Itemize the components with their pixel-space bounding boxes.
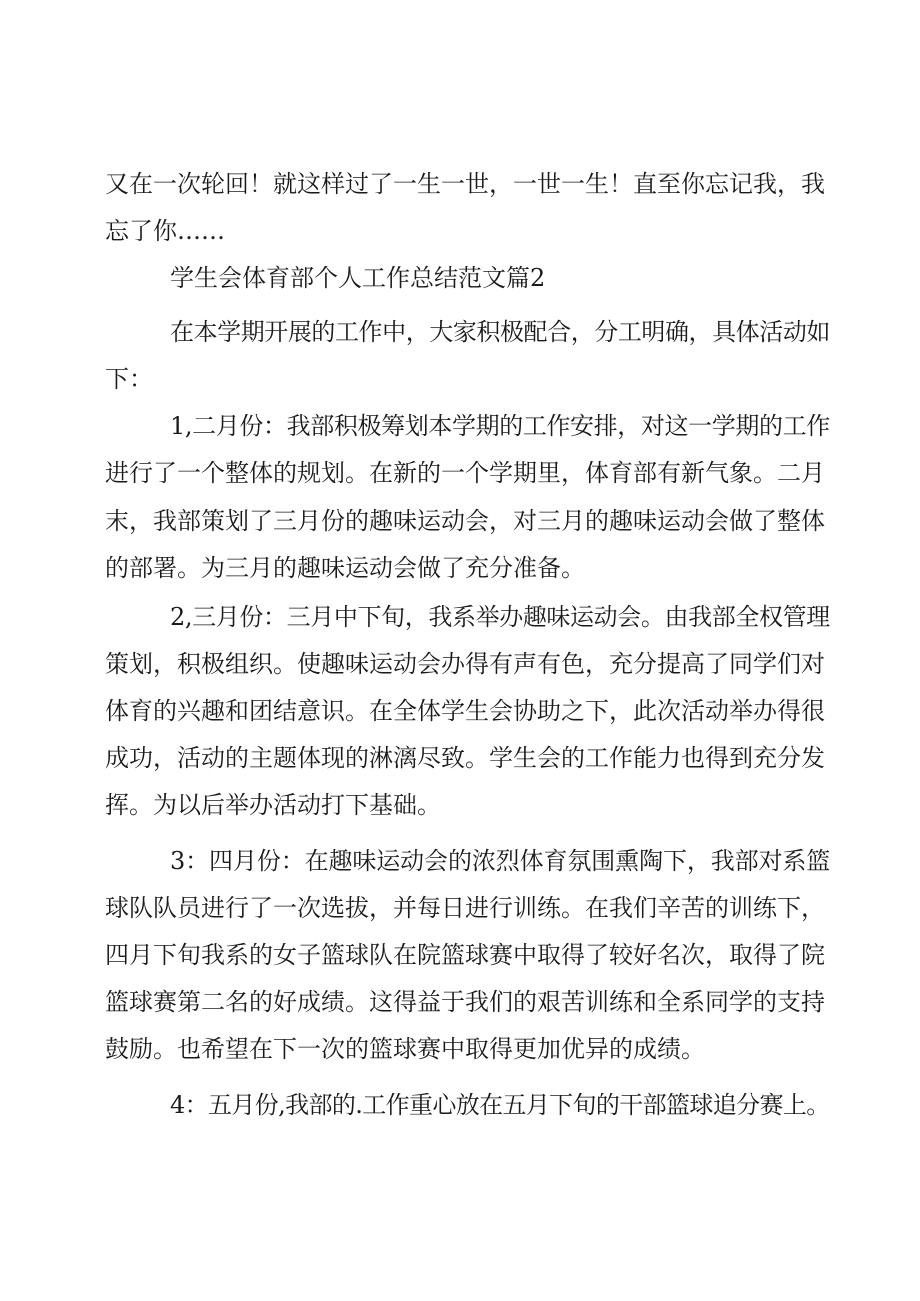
paragraph-line-11: 策划，积极组织。使趣味运动会办得有声有色，充分提高了同学们对 bbox=[105, 650, 825, 678]
paragraph-line-18: 篮球赛第二名的好成绩。这得益于我们的艰苦训练和全系同学的支持 bbox=[105, 988, 825, 1016]
paragraph-line-16: 球队队员进行了一次选拔，并每日进行训练。在我们辛苦的训练下， bbox=[105, 894, 825, 922]
paragraph-line-20: 4：五月份,我部的.工作重心放在五月下旬的干部篮球追分赛上。 bbox=[170, 1091, 830, 1119]
paragraph-line-4: 在本学期开展的工作中，大家积极配合，分工明确，具体活动如 bbox=[170, 318, 830, 346]
paragraph-line-9: 的部署。为三月的趣味运动会做了充分准备。 bbox=[105, 554, 585, 582]
paragraph-line-2: 忘了你…… bbox=[105, 217, 225, 245]
paragraph-line-19: 鼓励。也希望在下一次的篮球赛中取得更加优异的成绩。 bbox=[105, 1035, 705, 1063]
paragraph-line-13: 成功，活动的主题体现的淋漓尽致。学生会的工作能力也得到充分发 bbox=[105, 744, 825, 772]
paragraph-line-17: 四月下旬我系的女子篮球队在院篮球赛中取得了较好名次，取得了院 bbox=[105, 941, 825, 969]
paragraph-line-1: 又在一次轮回！就这样过了一生一世，一世一生！直至你忘记我，我 bbox=[105, 170, 825, 198]
paragraph-line-5: 下： bbox=[105, 365, 153, 393]
paragraph-line-12: 体育的兴趣和团结意识。在全体学生会协助之下，此次活动举办得很 bbox=[105, 697, 825, 725]
section-heading: 学生会体育部个人工作总结范文篇2 bbox=[170, 264, 546, 292]
paragraph-line-7: 进行了一个整体的规划。在新的一个学期里，体育部有新气象。二月 bbox=[105, 459, 825, 487]
paragraph-line-8: 末，我部策划了三月份的趣味运动会，对三月的趣味运动会做了整体 bbox=[105, 507, 825, 535]
paragraph-line-14: 挥。为以后举办活动打下基础。 bbox=[105, 791, 441, 819]
paragraph-line-10: 2,三月份：三月中下旬，我系举办趣味运动会。由我部全权管理 bbox=[170, 603, 830, 631]
paragraph-line-6: 1,二月份：我部积极筹划本学期的工作安排，对这一学期的工作 bbox=[170, 412, 830, 440]
paragraph-line-15: 3：四月份：在趣味运动会的浓烈体育氛围熏陶下，我部对系篮 bbox=[170, 847, 831, 875]
